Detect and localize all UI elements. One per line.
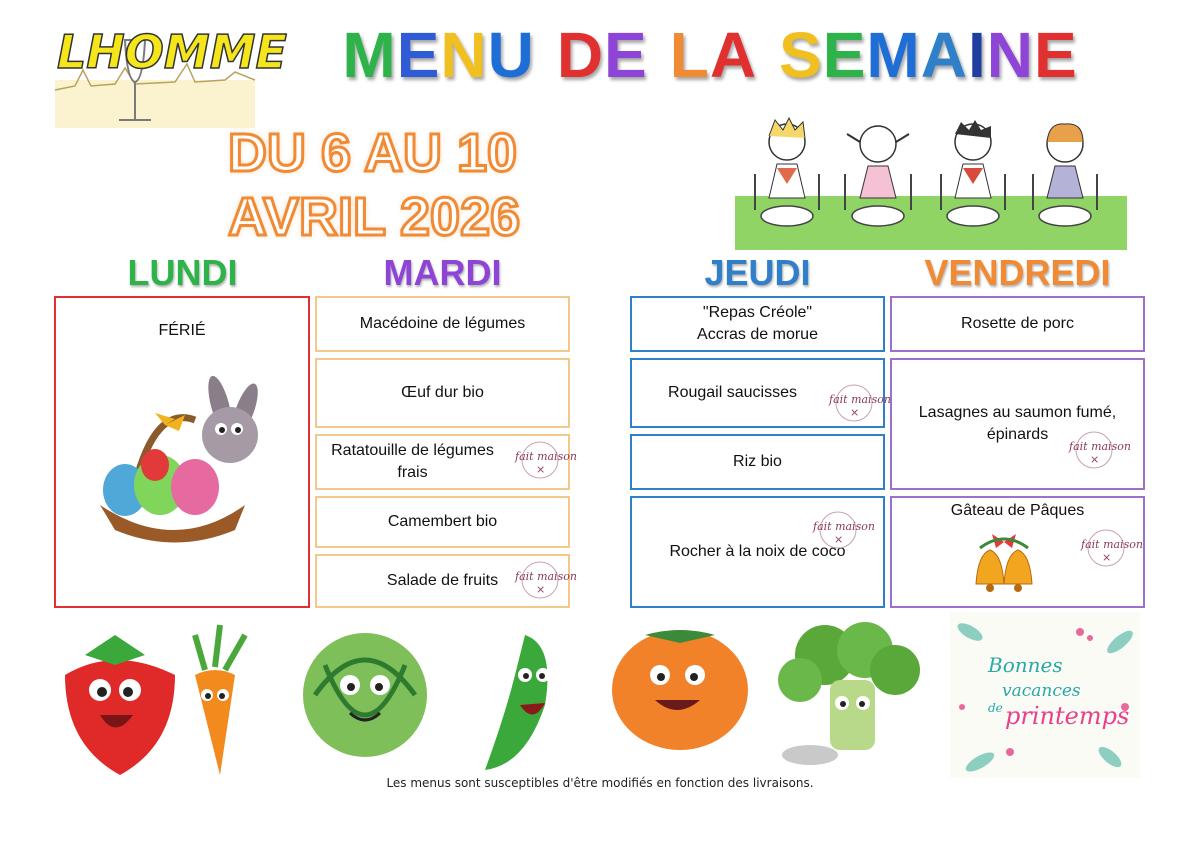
day-heading-vendredi: VENDREDI (924, 252, 1111, 293)
easter-bells-icon (970, 526, 1040, 602)
svg-text:fait maison: fait maison (515, 450, 577, 463)
title-space (757, 18, 779, 88)
vendredi-item-2 (890, 358, 1145, 490)
dish-name: Riz bio (733, 453, 782, 470)
svg-text:×: × (850, 406, 860, 419)
jeudi-item-3 (630, 434, 885, 490)
svg-text:fait maison: fait maison (1081, 538, 1143, 551)
children-at-table-illustration (735, 112, 1127, 250)
fait-maison-badge (512, 560, 577, 600)
svg-text:×: × (536, 463, 546, 476)
title-letter: E (604, 19, 648, 91)
title-letter: E (396, 19, 441, 91)
fait-maison-badge (810, 510, 875, 550)
dish-name: Œuf dur bio (401, 384, 484, 401)
dish-name: Salade de fruits (386, 572, 499, 589)
title-letter: M (866, 19, 921, 91)
title-letter: E (1033, 19, 1078, 91)
mardi-item-4 (315, 496, 570, 548)
day-heading-lundi: LUNDI (127, 252, 238, 293)
title-letter: D (556, 19, 605, 91)
svg-text:fait maison: fait maison (1069, 440, 1131, 453)
cucumber-character (485, 635, 550, 770)
dish-name: Rosette de porc (961, 315, 1074, 332)
dish-name: Macédoine de légumes (359, 315, 526, 332)
vendredi-item-1 (890, 296, 1145, 352)
title-letter: L (669, 19, 710, 91)
title-letter: N (986, 19, 1034, 91)
fait-maison-badge (1078, 528, 1143, 568)
broccoli-character (778, 622, 920, 765)
title-space (535, 18, 557, 88)
fait-maison-badge (1066, 430, 1131, 470)
svg-text:×: × (1090, 453, 1100, 466)
day-heading-mardi: MARDI (383, 252, 502, 293)
spring-word-4: printemps (1005, 702, 1130, 730)
spring-word-3: de (988, 701, 1003, 715)
title-letter: U (487, 19, 535, 91)
dish-name: Ratatouille de légumes frais (331, 442, 494, 481)
title-space (648, 18, 670, 88)
date-range-line2: AVRIL 2026 (228, 187, 521, 247)
svg-text:×: × (1102, 551, 1112, 564)
title-letter: A (709, 19, 758, 91)
mardi-item-2 (315, 358, 570, 428)
dish-name: Camembert bio (387, 513, 498, 530)
dish-name: Accras de morue (697, 326, 818, 343)
svg-text:fait maison: fait maison (813, 520, 875, 533)
svg-text:fait maison: fait maison (829, 393, 891, 406)
lhomme-logo (55, 10, 287, 128)
footer-note: Les menus sont susceptibles d'être modifiés en fonction des livraisons. (386, 776, 814, 790)
child-3 (955, 120, 991, 198)
date-range-line1: DU 6 AU 10 (228, 123, 518, 183)
svg-text:fait maison: fait maison (515, 570, 577, 583)
child-4 (1047, 124, 1083, 198)
title-letter: M (342, 19, 397, 91)
vegetable-characters-illustration (55, 615, 945, 780)
child-2 (847, 126, 909, 198)
day-heading-jeudi: JEUDI (704, 252, 811, 293)
mardi-item-1 (315, 296, 570, 352)
fait-maison-badge (826, 383, 891, 423)
title-letter: I (967, 19, 987, 91)
holiday-label: FÉRIÉ (158, 322, 206, 339)
jeudi-item-1 (630, 296, 885, 352)
dish-name: Rougail saucisses (668, 384, 797, 401)
svg-text:×: × (536, 583, 546, 596)
spring-word-2: vacances (1002, 681, 1081, 701)
spring-holidays-card (950, 612, 1140, 778)
melon-character (303, 633, 427, 757)
dish-name: Rocher à la noix de coco (669, 543, 846, 560)
dish-name: Lasagnes au saumon fumé, épinards (918, 404, 1117, 443)
fait-maison-badge (512, 440, 577, 480)
svg-text:×: × (834, 533, 844, 546)
logo-text: LHOMME (57, 25, 287, 79)
spring-word-1: Bonnes (988, 653, 1063, 677)
orange-character (612, 630, 748, 750)
meal-theme: "Repas Créole" (702, 304, 813, 321)
title-letter: S (779, 19, 823, 91)
title-letter: E (822, 19, 867, 91)
title-letter: N (440, 19, 488, 91)
title-letter: A (920, 19, 968, 91)
page-title (300, 18, 1120, 91)
easter-basket-bunny-illustration (95, 365, 270, 545)
carrot-character (195, 625, 245, 775)
dish-name: Gâteau de Pâques (950, 502, 1085, 519)
child-1 (769, 118, 805, 198)
strawberry-character (65, 635, 175, 775)
